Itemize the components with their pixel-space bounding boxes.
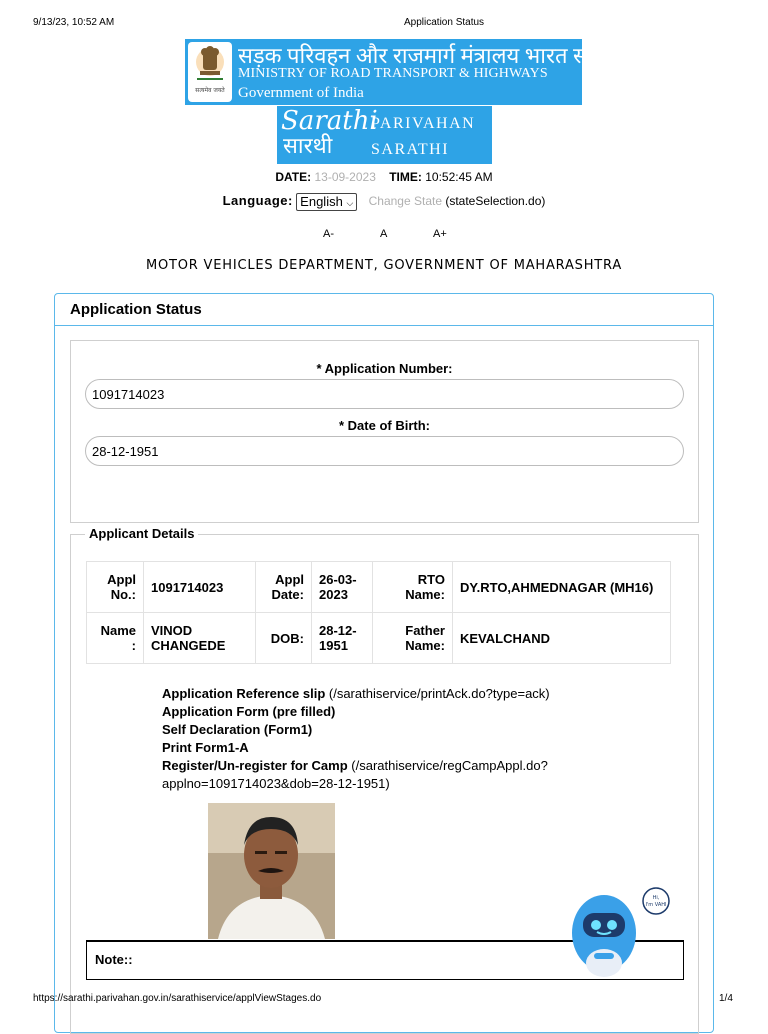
logo-line1: PARIVAHAN xyxy=(371,115,476,132)
name-value: VINOD CHANGEDE xyxy=(144,613,256,664)
time-value: 10:52:45 AM xyxy=(425,170,493,184)
rto-name-label: RTO Name: xyxy=(373,562,453,613)
applicant-photo xyxy=(208,803,335,939)
change-state-url: (stateSelection.do) xyxy=(445,194,546,209)
logo-script-hindi: सारथी xyxy=(283,134,333,159)
camp-register-url-2: applno=1091714023&dob=28-12-1951) xyxy=(162,776,390,791)
application-links xyxy=(162,685,550,793)
chevron-down-icon: ⌵ xyxy=(346,198,354,208)
dob-label: * Date of Birth: xyxy=(339,418,430,433)
table-row xyxy=(87,562,671,613)
reference-slip-link[interactable]: Application Reference slip xyxy=(162,686,326,701)
rto-name-value: DY.RTO,AHMEDNAGAR (MH16) xyxy=(453,562,671,613)
svg-text:सत्यमेव जयते: सत्यमेव जयते xyxy=(195,87,225,94)
ministry-banner xyxy=(185,39,629,105)
print-url: https://sarathi.parivahan.gov.in/sarathiservice/applViewStages.do xyxy=(33,993,322,1004)
national-emblem-icon xyxy=(188,42,232,102)
dob-input[interactable] xyxy=(85,436,684,466)
reference-slip-url: (/sarathiservice/printAck.do?type=ack) xyxy=(328,686,550,701)
application-number-label: * Application Number: xyxy=(316,361,453,376)
appl-no-label: Appl No.: xyxy=(87,562,144,613)
list-item xyxy=(162,757,550,775)
camp-register-url-1: (/sarathiservice/regCampAppl.do? xyxy=(351,758,548,773)
logo-script-english: Sarathi xyxy=(281,106,378,136)
father-name-label: Father Name: xyxy=(373,613,453,664)
camp-register-link[interactable]: Register/Un-register for Camp xyxy=(162,758,348,773)
font-normal-button[interactable]: A xyxy=(380,228,388,240)
print-datetime: 9/13/23, 10:52 AM xyxy=(33,17,115,28)
applicant-details-legend: Applicant Details xyxy=(85,526,198,541)
bubble-line-1: Hi, xyxy=(652,895,660,901)
logo-line2: SARATHI xyxy=(371,141,450,158)
list-item xyxy=(162,721,550,739)
list-item xyxy=(162,685,550,703)
date-label: DATE: xyxy=(275,170,312,184)
list-item xyxy=(162,739,550,757)
chatbot-button[interactable] xyxy=(570,885,670,985)
language-selected: English xyxy=(300,194,343,209)
panel-header xyxy=(55,294,713,326)
dob-detail-label: DOB: xyxy=(256,613,312,664)
print-title: Application Status xyxy=(404,17,485,28)
font-increase-button[interactable]: A+ xyxy=(433,228,447,240)
print-form1a-link[interactable]: Print Form1-A xyxy=(162,740,249,755)
print-page-number: 1/4 xyxy=(719,993,733,1004)
robot-icon xyxy=(570,885,670,985)
department-title: MOTOR VEHICLES DEPARTMENT, GOVERNMENT OF MAHARASHTRA xyxy=(145,258,623,273)
panel-title: Application Status xyxy=(70,301,202,318)
father-name-value: KEVALCHAND xyxy=(453,613,671,664)
date-value: 13-09-2023 xyxy=(314,170,376,184)
language-label: Language: xyxy=(222,193,293,209)
change-state-link[interactable]: Change State xyxy=(368,194,442,209)
font-decrease-button[interactable]: A- xyxy=(323,228,334,240)
language-select[interactable] xyxy=(296,193,357,211)
appl-date-label: Appl Date: xyxy=(256,562,312,613)
note-label: Note:: xyxy=(95,952,133,967)
bubble-line-2: I'm VAHI xyxy=(645,902,667,908)
application-form-link[interactable]: Application Form (pre filled) xyxy=(162,704,336,719)
applicant-details-table xyxy=(86,561,671,664)
government-name: Government of India xyxy=(238,85,364,101)
parivahan-sarathi-logo xyxy=(277,106,492,164)
language-line xyxy=(0,193,768,211)
appl-date-value: 26-03-2023 xyxy=(312,562,373,613)
search-form xyxy=(70,340,699,523)
date-time-line xyxy=(0,170,768,184)
application-number-input[interactable] xyxy=(85,379,684,409)
list-item xyxy=(162,703,550,721)
name-label: Name : xyxy=(87,613,144,664)
list-item xyxy=(162,775,550,793)
dob-detail-value: 28-12-1951 xyxy=(312,613,373,664)
ministry-name: MINISTRY OF ROAD TRANSPORT & HIGHWAYS xyxy=(238,66,548,81)
self-declaration-link[interactable]: Self Declaration (Form1) xyxy=(162,722,313,737)
appl-no-value: 1091714023 xyxy=(144,562,256,613)
time-label: TIME: xyxy=(389,170,422,184)
table-row xyxy=(87,613,671,664)
ministry-name-hindi: सड़क परिवहन और राजमार्ग मंत्रालय भारत सरकार xyxy=(238,43,629,68)
